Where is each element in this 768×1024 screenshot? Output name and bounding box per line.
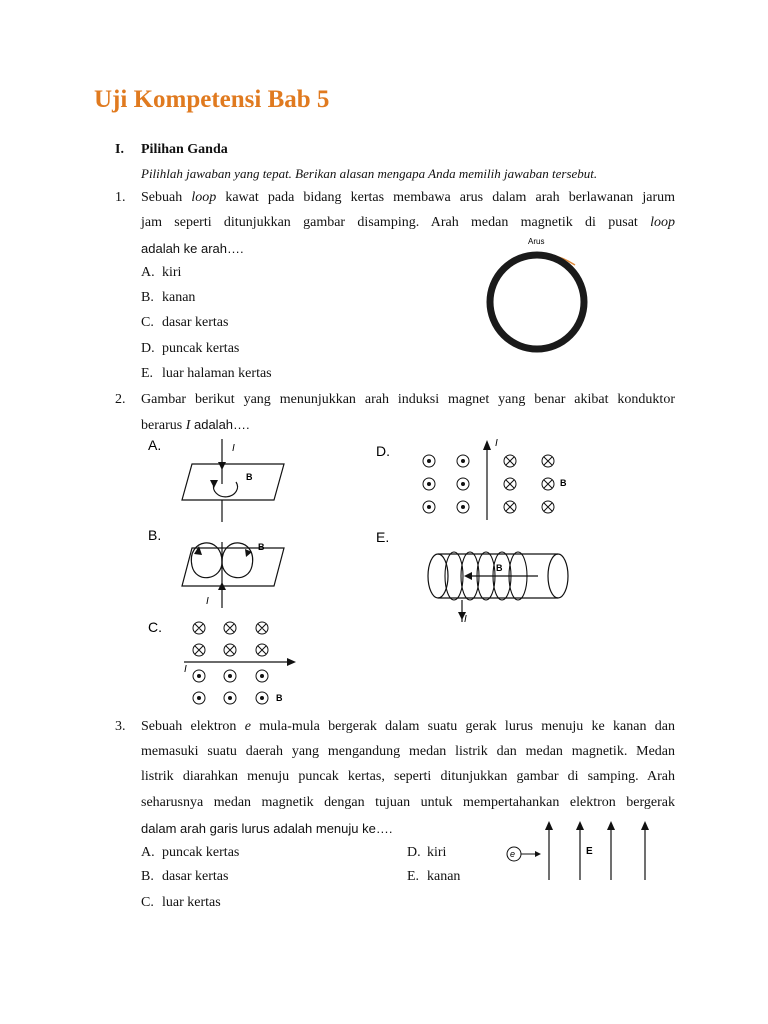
field-label: B [246, 472, 253, 482]
option-letter: B. [141, 290, 154, 305]
option-letter: D. [141, 341, 155, 356]
figure-d [372, 434, 572, 524]
field-label: E [586, 846, 593, 857]
velocity-arrowhead [535, 851, 541, 857]
field-label: B [276, 693, 283, 703]
current-label: I [206, 596, 209, 607]
field-arrowhead [210, 480, 218, 488]
figure-label: C. [148, 619, 162, 635]
figure-e [372, 526, 572, 626]
option-text: dasar kertas [162, 869, 229, 884]
field-label: B [258, 542, 265, 552]
option-text: luar halaman kertas [162, 366, 272, 381]
page-title: Uji Kompetensi Bab 5 [94, 86, 330, 113]
crosses-in [504, 455, 554, 513]
figure-a [144, 434, 304, 529]
current-arrowhead [218, 462, 226, 470]
option-letter: E. [407, 869, 420, 884]
option-text: dasar kertas [162, 315, 229, 330]
current-label: Arus [528, 237, 545, 246]
section-number: I. [115, 142, 124, 157]
question-text-line: memasuki suatu daerah yang mengandung medan listrik dan medan magnetik. Medan [141, 744, 675, 759]
figure-b [144, 524, 304, 614]
question-number: 2. [115, 392, 126, 407]
field-label: B [560, 478, 567, 488]
option-letter: A. [141, 265, 155, 280]
field-lines [549, 828, 645, 880]
figure-label: D. [376, 443, 390, 459]
field-arrowheads [545, 821, 649, 830]
option-letter: A. [141, 845, 155, 860]
current-arrowhead [483, 440, 491, 450]
option-text: kanan [427, 869, 461, 884]
option-text: luar kertas [162, 895, 221, 910]
field-arrowhead [464, 572, 472, 580]
field-curl [214, 482, 238, 497]
option-text: kiri [427, 845, 447, 860]
question-text-line: seharusnya medan magnetik dengan tujuan untuk mempertahankan elektron bergerak [141, 795, 675, 810]
current-label: I [495, 438, 498, 449]
section-title: Pilihan Ganda [141, 142, 228, 157]
current-label: I [464, 614, 467, 625]
option-letter: E. [141, 366, 154, 381]
question-text-line: Sebuah loop kawat pada bidang kertas membawa arus dalam arah berlawanan jarum [141, 190, 675, 205]
question-number: 3. [115, 719, 126, 734]
figure-label: B. [148, 527, 162, 543]
question-text-line: jam seperti ditunjukkan gambar disamping. Arah medan magnetik di pusat loop [141, 215, 675, 230]
question-number: 1. [115, 190, 126, 205]
option-letter: D. [407, 845, 421, 860]
field-label: B [496, 563, 503, 573]
cylinder-end-right [548, 554, 568, 598]
option-text: kiri [162, 265, 182, 280]
current-arrowhead [287, 658, 296, 666]
current-label: I [184, 664, 187, 675]
option-letter: C. [141, 895, 154, 910]
question-text-line: Sebuah elektron e mula-mula bergerak dalam suatu gerak lurus menuju ke kanan dan [141, 719, 675, 734]
question-text-line: adalah ke arah…. [141, 241, 244, 256]
current-label: I [232, 443, 235, 454]
option-letter: B. [141, 869, 154, 884]
question-text-line: dalam arah garis lurus adalah menuju ke…. [141, 821, 393, 836]
electric-field-figure [500, 818, 670, 888]
figure-c [144, 614, 314, 709]
figure-label: E. [376, 529, 390, 545]
option-text: puncak kertas [162, 341, 240, 356]
option-text: kanan [162, 290, 196, 305]
dot-centers [427, 459, 465, 509]
section-instruction: Pilihlah jawaban yang tepat. Berikan alasan mengapa Anda memilih jawaban tersebut. [141, 166, 598, 181]
wire-loop [490, 255, 584, 349]
question-text-line: listrik diarahkan menuju puncak kertas, seperti ditunjukkan gambar di samping. Arah [141, 769, 675, 784]
loop-figure [480, 232, 600, 372]
option-letter: C. [141, 315, 154, 330]
option-text: puncak kertas [162, 845, 240, 860]
crosses-in [193, 622, 268, 656]
question-text-line: berarus I adalah…. [141, 417, 250, 433]
figure-label: A. [148, 437, 162, 453]
dot-centers [197, 674, 264, 700]
electron-label: e [510, 849, 516, 859]
question-text-line: Gambar berikut yang menunjukkan arah induksi magnet yang benar akibat konduktor [141, 392, 675, 407]
